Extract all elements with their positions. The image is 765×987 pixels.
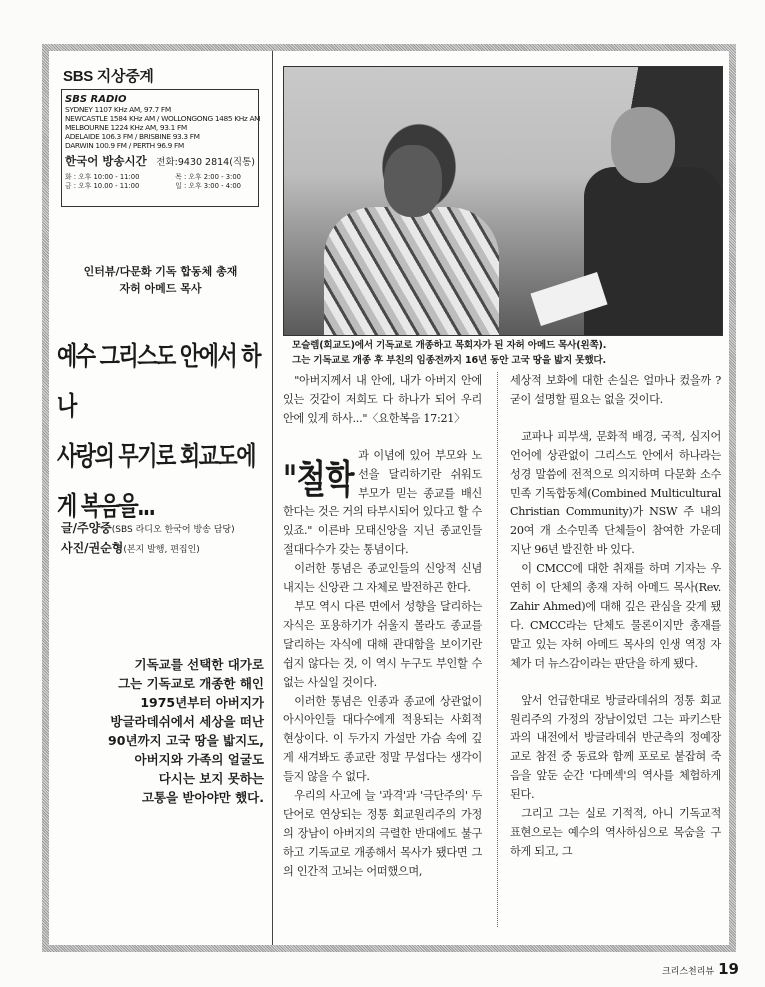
schedule-entry: 목 : 오후 2:00 - 3:00 <box>175 173 241 181</box>
paragraph: 교파나 피부색, 문화적 배경, 국적, 심지어 언어에 상관없이 그리스도 안에서 하나라는 성경 말씀에 전적으로 의지하며 다문화 소수민족 기독합동체(Combined Multicultural Christian Community)가 NSW 주 내의 20여 개 소수민족 단체들이 참여한 가운데 지난 96년 발진한 바 있다. <box>510 429 721 557</box>
article-headline <box>57 331 272 531</box>
writer-note: (SBS 라디오 한국어 방송 담당) <box>111 525 235 535</box>
byline <box>61 519 235 559</box>
pullquote-line: 아버지와 가족의 얼굴도 <box>134 752 264 767</box>
pullquote-line: 그는 기독교로 개종한 해인 <box>118 676 264 691</box>
radio-heading: SBS RADIO <box>65 94 127 105</box>
frequency-line: MELBOURNE 1224 KHz AM, 93.1 FM <box>65 123 187 132</box>
frequency-line: SYDNEY 1107 KHz AM, 97.7 FM <box>65 105 171 114</box>
paragraph <box>283 447 482 560</box>
schedule-right <box>175 173 241 191</box>
paragraph: 세상적 보화에 대한 손실은 얼마나 컸을까 ? 굳이 설명할 필요는 없을 것이다. <box>510 374 721 406</box>
subtitle-line: 자허 아메드 목사 <box>119 282 202 295</box>
broadcast-hours-label: 한국어 방송시간 <box>65 154 147 168</box>
left-sidebar-column <box>49 51 273 945</box>
column-divider <box>497 372 498 927</box>
sbs-radio-info-box <box>61 89 259 207</box>
article-subtitle <box>49 263 272 297</box>
article-column-right <box>510 372 721 862</box>
pullquote-line: 1975년부터 아버지가 <box>140 695 264 710</box>
frequency-line: NEWCASTLE 1584 KHz AM / WOLLONGONG 1485 KHz AM <box>65 114 261 123</box>
paragraph: 부모 역시 다른 면에서 성향을 달리하는 자식은 포용하기가 쉬울지 몰라도 종교를 달리하는 자식에 대해 관대함을 보이기란 쉽지 않다는 것, 이 역시 누구도 부인할 수 없는 사실일 것이다. <box>283 599 482 689</box>
broadcast-hours-row <box>65 153 255 169</box>
photographer-label: 사진/권순형 <box>61 541 124 555</box>
pull-quote <box>54 655 264 807</box>
headline-line: 예수 그리스도 안에서 하나 <box>57 341 261 421</box>
frequency-line: DARWIN 100.9 FM / PERTH 96.9 FM <box>65 141 184 150</box>
article-column-middle <box>283 372 482 882</box>
photo-caption <box>292 338 722 368</box>
phone-number: 전화:9430 2814(직통) <box>156 157 255 168</box>
schedule-left <box>65 173 139 191</box>
caption-line: 모슬렘(회교도)에서 기독교로 개종하고 목회자가 된 자허 아메드 목사(왼쪽). <box>292 340 607 351</box>
writer-label: 글/주양중 <box>61 521 112 535</box>
epigraph: "아버지께서 내 안에, 내가 아버지 안에 있는 것같이 저희도 다 하나가 되어 우리 안에 있게 하사..."〈요한복음 17:21〉 <box>283 374 482 425</box>
pullquote-line: 기독교를 선택한 대가로 <box>134 657 264 672</box>
schedule-entry: 금 : 오후 10.00 - 11:00 <box>65 182 140 190</box>
publication-name: 크리스천리뷰 <box>661 967 715 977</box>
pullquote-line: 방글라데쉬에서 세상을 떠난 <box>110 714 264 729</box>
sbs-box-title: SBS 지상중계 <box>63 68 154 85</box>
headline-line: 사랑의 무기로 회교도에게 복음을... <box>57 441 256 521</box>
paragraph: 이 CMCC에 대한 취재를 하며 기자는 우연히 이 단체의 총재 자허 아메드 목사(Rev. Zahir Ahmed)에 대해 깊은 관심을 갖게 됐다. CMCC라는 단체도 물론이지만 총재를 맡고 있는 자허 아메드 목사의 인생 역정 자체가 더 뉴스감이라는 판단을 하게 됐다. <box>510 562 721 670</box>
pullquote-line: 고통을 받아야만 했다. <box>141 790 264 805</box>
paragraph: 이러한 통념은 인종과 종교에 상관없이 아시아인들 대다수에게 적용되는 사회적 현상이다. 이 두가지 가설만 가슴 속에 깊게 새겨봐도 종교란 정말 무섭다는 생각이 들지 않을 수 없다. <box>283 694 482 784</box>
photo-interviewer-jacket <box>584 167 722 335</box>
paragraph: 우리의 사고에 늘 '과격'과 '극단주의' 두 단어로 연상되는 정통 회교원리주의 가정의 장남이 아버지의 극렬한 반대에도 불구하고 기독교로 개종해서 목사가 됐다면 그의 인간적 고뇌는 어떠했으며, <box>283 789 482 878</box>
photo-subject-shirt <box>324 207 499 335</box>
page-footer <box>662 960 739 978</box>
photographer-note: (본지 발행, 편집인) <box>123 545 200 555</box>
paragraph-text: 과 이념에 있어 부모와 노선을 달리하기란 쉬워도 부모가 믿는 종교를 배신한다는 것은 거의 타부시되어 있다고 할 수 있죠." 이른바 모태신앙을 지닌 종교인들 절대다수가 갖는 통념이다. <box>283 448 482 557</box>
schedule-entry: 화 : 오후 10:00 - 11:00 <box>65 173 140 181</box>
paragraph: 이러한 통념은 종교인들의 신앙적 신념 내지는 신앙관 그 자체로 발전하곤 한다. <box>283 562 482 595</box>
page-number: 19 <box>718 960 739 978</box>
paragraph: 그리고 그는 실로 기적적, 아니 기독교적 표현으로는 예수의 역사하심으로 목숨을 구하게 되고, 그 <box>510 807 721 858</box>
schedule <box>65 173 255 191</box>
pullquote-line: 90년까지 고국 땅을 밟지도, <box>108 733 264 748</box>
pullquote-line: 다시는 보지 못하는 <box>158 771 264 786</box>
frequency-line: ADELAIDE 106.3 FM / BRISBINE 93.3 FM <box>65 132 200 141</box>
subtitle-line: 인터뷰/다문화 기독 합동체 총재 <box>83 265 238 278</box>
caption-line: 그는 기독교로 개종 후 부친의 임종전까지 16년 동안 고국 땅을 밟지 못했다. <box>292 355 606 366</box>
interview-photo <box>283 66 723 336</box>
schedule-entry: 일 : 오후 3:00 - 4:00 <box>175 182 241 190</box>
photo-interviewer-head <box>611 107 675 183</box>
drop-cap: "철학 <box>283 457 355 504</box>
photo-subject-head <box>384 145 442 217</box>
paragraph: 앞서 언급한대로 방글라데쉬의 정통 회교원리주의 가정의 장남이었던 그는 파키스탄과의 내전에서 방글라데쉬 반군측의 정예장교로 참전 중 동료와 함께 포로로 붙잡혀 죽음을 앞둔 순간 '다메섹'의 역사를 체험하게 된다. <box>510 693 721 802</box>
